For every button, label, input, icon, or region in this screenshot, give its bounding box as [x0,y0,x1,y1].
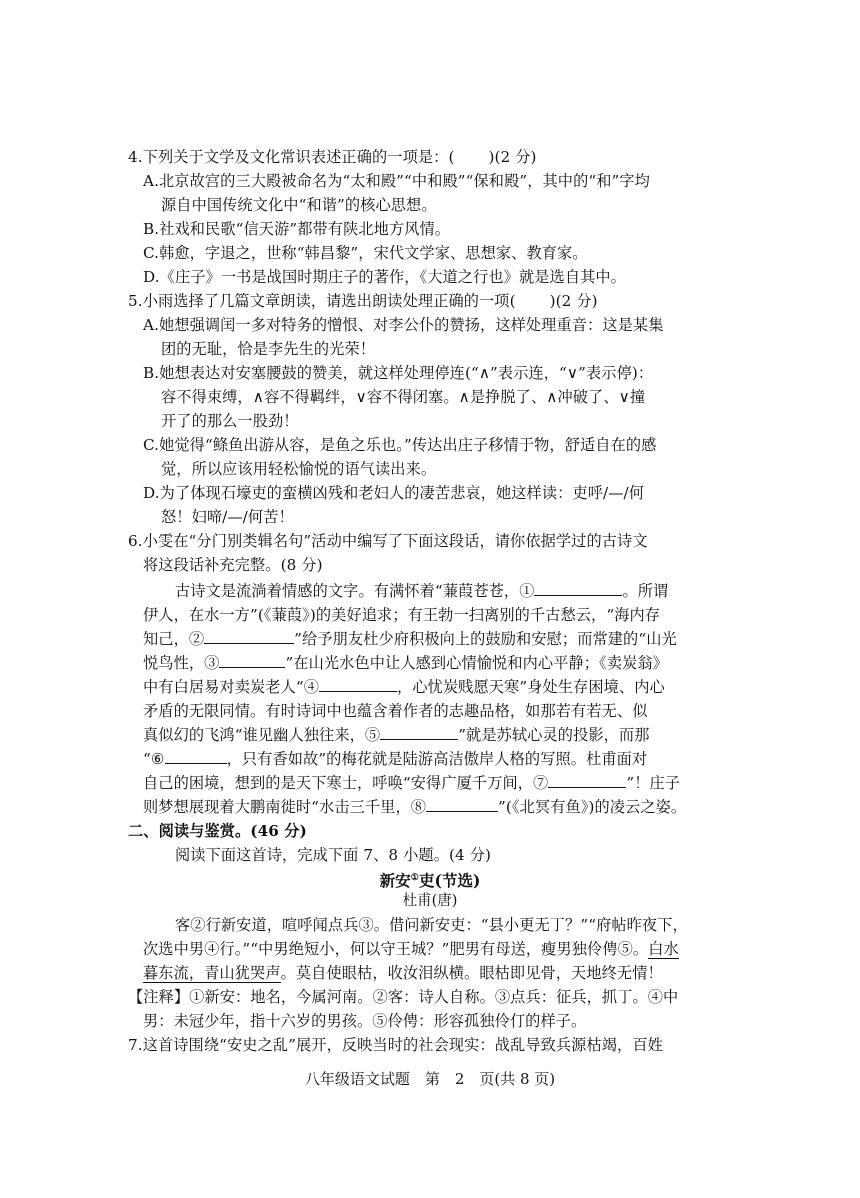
q6-stem-line2: 将这段话补充完整。(8 分) [143,556,323,574]
q5-option-b-line1: B.她想表达对安塞腰鼓的赞美，就这样处理停连(“∧”表示连，“∨”表示停)： [143,364,654,382]
poem-line1: 客②行新安道，喧呼闻点兵③。借问新安吏：“县小更无丁？”“府帖昨夜下， [175,916,688,934]
blank-6[interactable] [165,749,227,764]
q5-option-c-line1: C.她觉得“鲦鱼出游从容，是鱼之乐也。”传达出庄子移情于物，舒适自在的感 [143,436,657,454]
q5-option-d-line2: 怒！妇啼/—/何苦！ [161,508,294,526]
q6-passage-line5: 中有白居易对卖炭老人“④ ，心忧炭贱愿天寒”身处生存困境、内心 [143,678,665,696]
q5-option-a-line2: 团的无耻，恰是李先生的光荣！ [161,340,376,358]
section-2-heading: 二、阅读与鉴赏。(46 分) [128,822,307,840]
q4-option-a-line2: 源自中国传统文化中“和谐”的核心思想。 [161,196,437,214]
q6-passage-line10: 则梦想展现着大鹏南徙时“水击三千里，⑧ ”(《北冥有鱼》)的凌云之姿。 [143,798,687,816]
q4-stem: 4.下列关于文学及文化常识表述正确的一项是：( )(2 分) [128,148,537,166]
q5-option-d-line1: D.为了体现石壕吏的蛮横凶残和老妇人的凄苦悲哀，她这样读：吏呼/—/何 [143,484,645,502]
q4-option-d: D.《庄子》一书是战国时期庄子的著作，《大道之行也》就是选自其中。 [143,268,626,286]
q6-passage-line6: 矛盾的无限同情。有时诗词中也蕴含着作者的志趣品格，如那若有若无、似 [143,702,648,720]
poem-author: 杜甫(唐) [402,893,458,909]
notes-line2: 男：未冠少年，指十六岁的男孩。⑤伶俜：形容孤独伶仃的样子。 [143,1012,587,1030]
poem-line3: 暮东流，青山犹哭声。莫自使眼枯，收汝泪纵横。眼枯即见骨，天地终无情！ [143,964,663,982]
q5-stem: 5.小雨选择了几篇文章朗读，请选出朗读处理正确的一项( )(2 分) [128,292,598,310]
notes-line1: 【注释】①新安：地名，今属河南。②客：诗人自称。③点兵：征兵，抓丁。④中 [128,988,679,1006]
q6-passage-line8: “⑥ ，只有香如故”的梅花就是陆游高洁傲岸人格的写照。杜甫面对 [143,750,648,768]
blank-7[interactable] [548,773,626,788]
poem-line2: 次选中男④行。”“中男绝短小，何以守王城？”肥男有母送，瘦男独伶俜⑤。白水 [143,940,679,958]
q5-option-a-line1: A.她想强调闰一多对特务的憎恨、对李公仆的赞扬，这样处理重音：这是某集 [143,316,664,334]
blank-1[interactable] [534,581,622,596]
q5-option-c-line2: 觉，所以应该用轻松愉悦的语气读出来。 [161,460,437,478]
blank-4[interactable] [319,677,397,692]
q6-passage-line1: 古诗文是流淌着情感的文字。有满怀着“蒹葭苍苍，① 。所谓 [175,582,669,600]
blank-5[interactable] [380,725,458,740]
q6-passage-line7: 真似幻的飞鸿“谁见幽人独往来，⑤ ”就是苏轼心灵的投影，而那 [143,726,650,744]
q4-option-c: C.韩愈，字退之，世称“韩昌黎”，宋代文学家、思想家、教育家。 [143,244,588,262]
q6-passage-line2: 伊人，在水一方”(《蒹葭》)的美好追求；有王勃一扫离别的千古愁云，“海内存 [143,606,661,624]
q6-passage-line9: 自己的困境，想到的是天下寒士，呼唤“安得广厦千万间，⑦ ”！庄子 [143,774,681,792]
blank-2[interactable] [204,629,294,644]
section-2-intro: 阅读下面这首诗，完成下面 7、8 小题。(4 分) [175,846,492,864]
poem-title: 新安①吏(节选) [379,871,481,891]
q6-passage-line4: 悦鸟性，③ ”在山光水色中让人感到心情愉悦和内心平静；《卖炭翁》 [143,654,668,672]
q6-stem-line1: 6.小雯在“分门别类辑名句”活动中编写了下面这段话，请你依据学过的古诗文 [128,532,648,550]
q6-passage-line3: 知己，② ”给予朋友杜少府积极向上的鼓励和安慰；而常建的“山光 [143,630,677,648]
q4-option-a-line1: A.北京故宫的三大殿被命名为“太和殿”“中和殿”“保和殿”，其中的“和”字均 [143,172,650,190]
blank-8[interactable] [426,797,498,812]
page-footer: 八年级语文试题 第 2 页(共 8 页) [304,1070,556,1088]
blank-3[interactable] [219,653,285,668]
q7-line1: 7.这首诗围绕“安史之乱”展开，反映当时的社会现实：战乱导致兵源枯竭，百姓 [128,1036,663,1054]
q5-option-b-line2: 容不得束缚，∧容不得羁绊，∨容不得闭塞。∧是挣脱了、∧冲破了、∨撞 [161,388,646,406]
q4-option-b: B.社戏和民歌“信天游”都带有陕北地方风情。 [143,220,451,238]
q5-option-b-line3: 开了的那么一股劲！ [161,412,299,430]
